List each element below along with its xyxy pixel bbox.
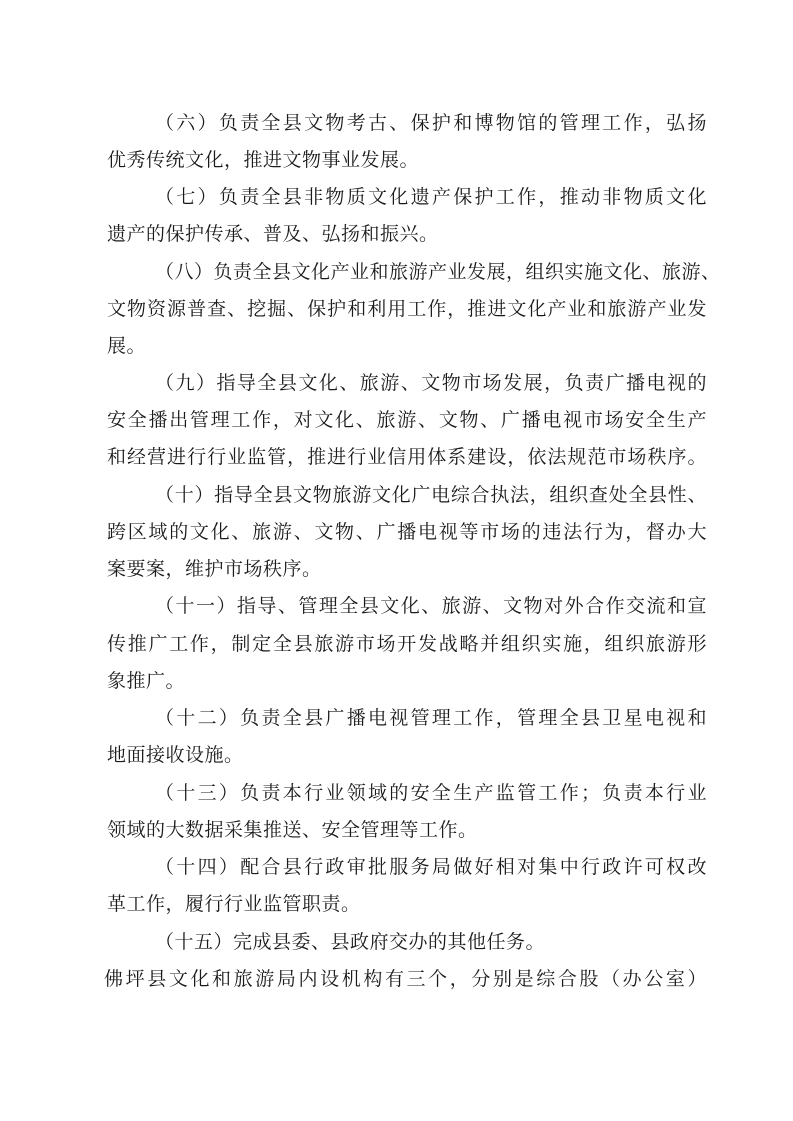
paragraph-line: （九）指导全县文化、旅游、文物市场发展，负责广播电视的 — [155, 372, 707, 394]
paragraph-line: 传推广工作，制定全县旅游市场开发战略并组织实施，组织旅游形 — [107, 633, 707, 655]
paragraph-line: （八）负责全县文化产业和旅游产业发展，组织实施文化、旅游、 — [155, 261, 721, 283]
paragraph-line: 案要案，维护市场秩序。 — [107, 558, 322, 580]
paragraph-line: 跨区域的文化、旅游、文物、广播电视等市场的违法行为，督办大 — [107, 521, 707, 543]
paragraph-line: （十四）配合县行政审批服务局做好相对集中行政许可权改 — [155, 856, 707, 878]
paragraph-line: 文物资源普查、挖掘、保护和利用工作，推进文化产业和旅游产业发 — [107, 298, 707, 320]
paragraph-line: （十五）完成县委、县政府交办的其他任务。 — [155, 931, 546, 953]
paragraph-line: 和经营进行行业监管，推进行业信用体系建设，依法规范市场秩序。 — [107, 446, 707, 468]
paragraph-line: 象推广。 — [107, 670, 186, 692]
paragraph-line: 遗产的保护传承、普及、弘扬和振兴。 — [107, 223, 439, 245]
paragraph-line: （十一）指导、管理全县文化、旅游、文物对外合作交流和宣 — [155, 595, 707, 617]
paragraph-line: 展。 — [107, 335, 147, 357]
paragraph-line: （十二）负责全县广播电视管理工作，管理全县卫星电视和 — [155, 707, 707, 729]
paragraph-line: 安全播出管理工作，对文化、旅游、文物、广播电视市场安全生产 — [107, 409, 707, 431]
paragraph-line: 地面接收设施。 — [107, 744, 244, 766]
paragraph-line: 优秀传统文化，推进文物事业发展。 — [107, 149, 420, 171]
paragraph-line: （十）指导全县文物旅游文化广电综合执法，组织查处全县性、 — [155, 484, 707, 506]
paragraph-line: 领域的大数据采集推送、安全管理等工作。 — [107, 819, 478, 841]
paragraph-line: 革工作，履行行业监管职责。 — [107, 893, 361, 915]
paragraph-line: 佛坪县文化和旅游局内设机构有三个，分别是综合股（办公室） — [104, 968, 707, 990]
paragraph-line: （七）负责全县非物质文化遗产保护工作，推动非物质文化 — [155, 186, 707, 208]
paragraph-line: （十三）负责本行业领域的安全生产监管工作；负责本行业 — [155, 782, 707, 804]
paragraph-line: （六）负责全县文物考古、保护和博物馆的管理工作，弘扬 — [155, 112, 707, 134]
